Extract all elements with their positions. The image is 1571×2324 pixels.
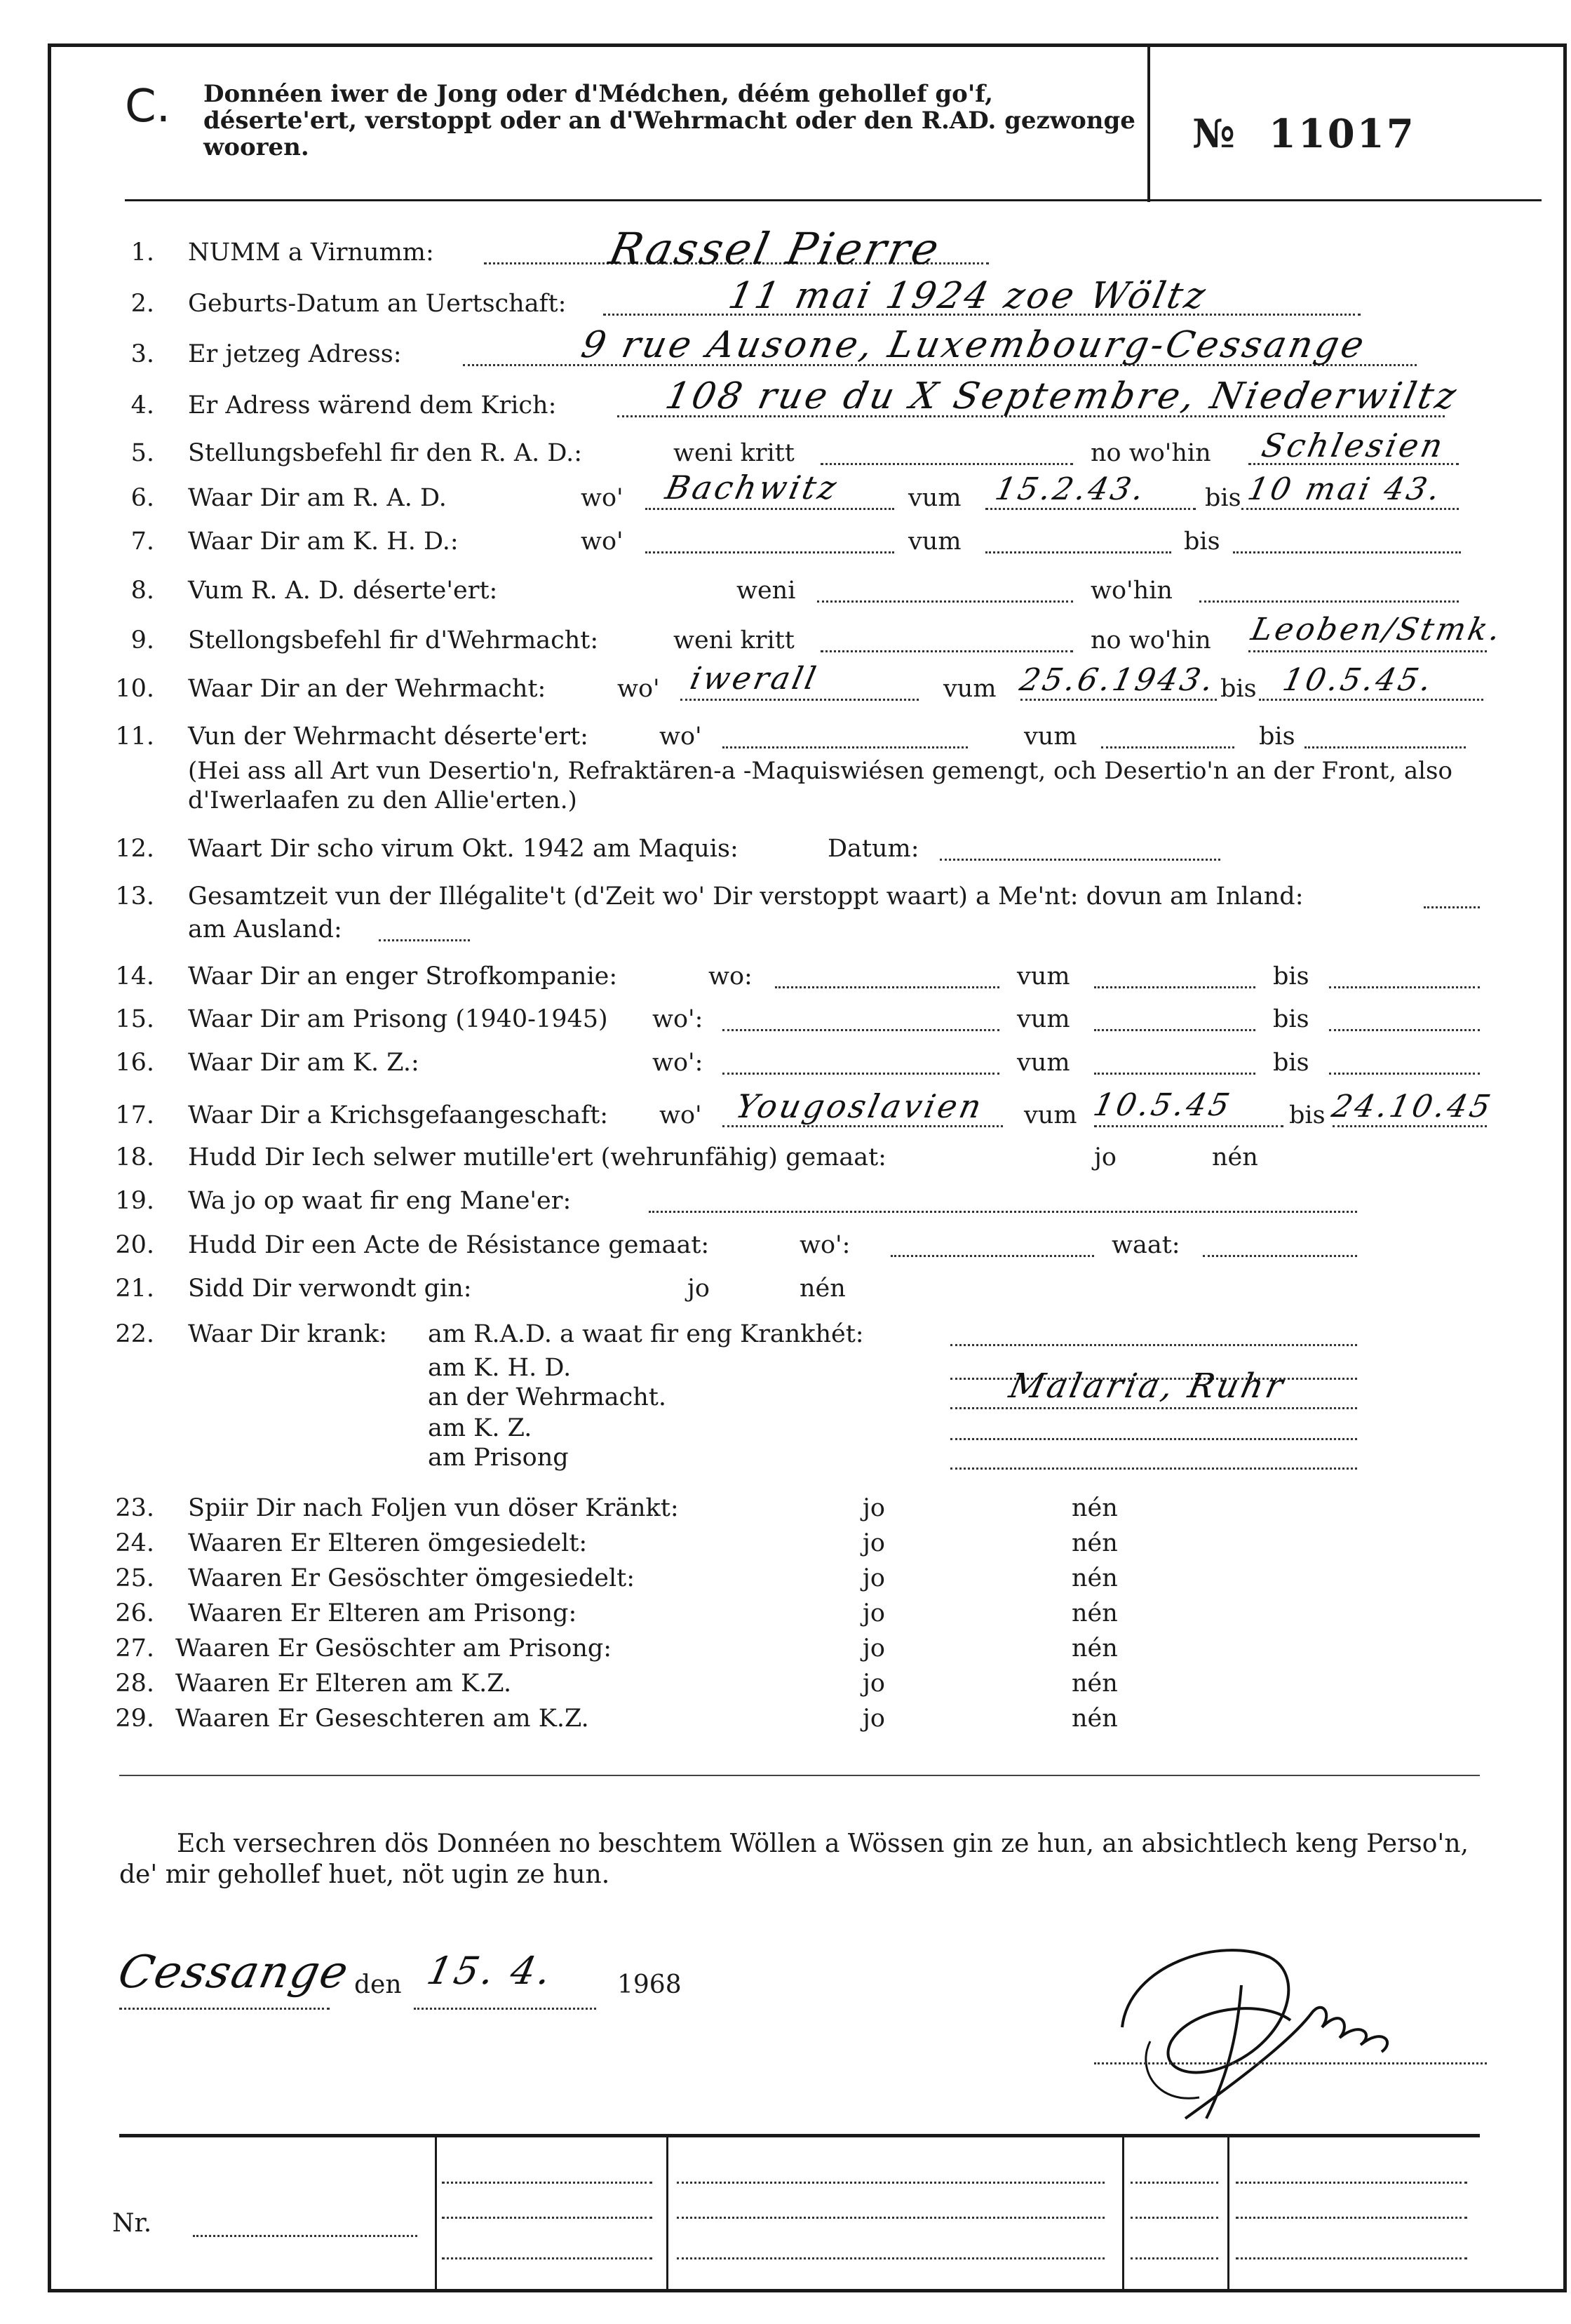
answer-rad-wo: Bachwitz (662, 469, 843, 506)
answer-pow-bis: 24.10.45 (1328, 1089, 1497, 1124)
answer-rad-vum: 15.2.43. (992, 471, 1150, 507)
answer-rad-wohin: Schlesien (1258, 426, 1449, 464)
nr-label: Nr. (112, 2209, 152, 2238)
header-divider (1147, 46, 1150, 202)
signature-place: Cessange (114, 1947, 354, 1999)
table-divider-2 (666, 2136, 668, 2290)
answer-wehrmacht-bis: 10.5.45. (1279, 662, 1438, 698)
answer-illness: Malaria, Ruhr (1006, 1366, 1290, 1406)
section-letter: C. (125, 81, 171, 133)
table-top-rule (119, 2134, 1480, 2137)
form-title: Donnéen iwer de Jong oder d'Médchen, déém gehollef go'f, déserte'ert, verstoppt oder an d'Wehrmacht oder den R.AD. gezwonge wooren. (203, 80, 1135, 161)
answer-wehrmacht-wo: iwerall (687, 661, 822, 697)
answer-birth: 11 mai 1924 zoe Wöltz (724, 275, 1212, 317)
den-label: den (354, 1970, 402, 1999)
number-value: 11017 (1268, 111, 1416, 157)
question-11-note: (Hei ass all Art vun Desertio'n, Refraktären-a -Maquiswiésen gemengt, och Desertio'n an der Front, also d'Iwerlaafen zu den Allie'erten.) (188, 757, 1452, 814)
answer-name: Rassel Pierre (605, 223, 946, 274)
answer-wehrmacht-wohin: Leoben/Stmk. (1248, 612, 1506, 647)
number-symbol: № (1192, 111, 1237, 157)
year: 1968 (617, 1970, 682, 1999)
header-rule (125, 199, 1542, 201)
form-number (1192, 111, 1416, 157)
answer-pow-wo: Yougoslavien (732, 1087, 987, 1125)
answer-wehrmacht-vum: 25.6.1943. (1016, 662, 1220, 698)
handwritten-signature (1080, 1922, 1445, 2132)
answer-rad-bis: 10 mai 43. (1244, 471, 1446, 507)
table-divider-1 (435, 2136, 437, 2290)
answer-pow-vum: 10.5.45 (1090, 1087, 1236, 1123)
answer-war-address: 108 rue du X Septembre, Niederwiltz (661, 375, 1463, 417)
table-divider-3 (1122, 2136, 1124, 2290)
answer-address: 9 rue Ausone, Luxembourg-Cessange (577, 324, 1370, 366)
section-rule (119, 1775, 1480, 1776)
signature-date: 15. 4. (423, 1949, 558, 1993)
table-divider-4 (1227, 2136, 1229, 2290)
declaration: Ech versechren dös Donnéen no beschtem Wöllen a Wössen gin ze hun, an absichtlech keng Perso'n, de' mir gehollef huet, nöt ugin ze hun. (119, 1829, 1469, 1889)
